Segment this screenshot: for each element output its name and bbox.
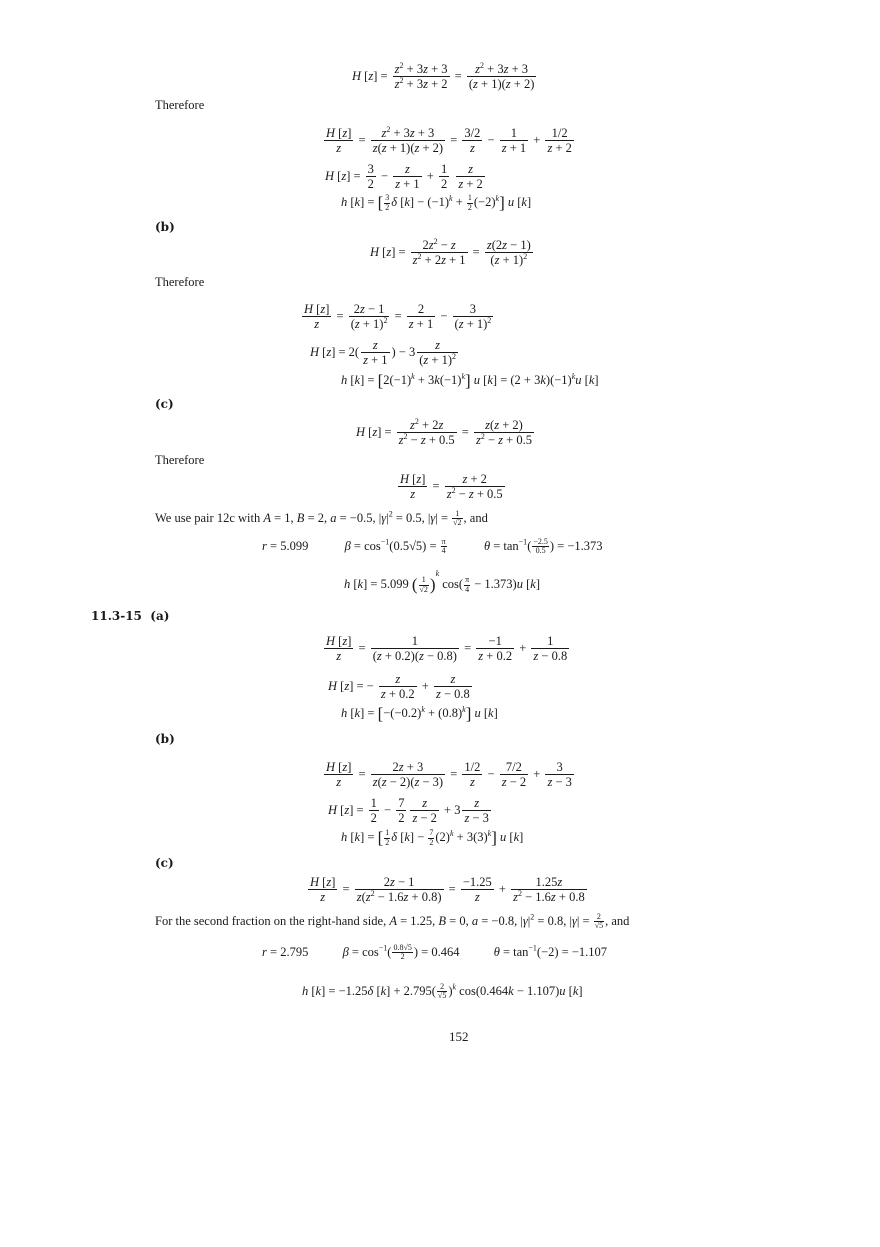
eq-partial-fractions-1115b: $\frac{H [z]}{z}$ = $\frac{2z + 3}{z(z - 2)(z - 3)}$ = $\frac{1/2}{z}$ − $\frac{7/2}{z - 2}$ + $\frac{3}{z - 3}$: [326, 760, 572, 790]
second-fraction-line: For the second fraction on the right-hand side, A = 1.25, B = 0, a = −0.8, $|\gamma|^2 = 0.8$, |γ| = $\frac{2}{√5}$ , and: [155, 912, 630, 931]
eq-h-z-1115b: H [z] = $\frac{1}{2}$ − $\frac{7}{2}$ $\frac{z}{z - 2}$ + 3 $\frac{z}{z - 3}$: [328, 796, 489, 826]
part-c-label-1115: (c): [155, 856, 174, 870]
eq-partial-fractions-b: $\frac{H [z]}{z}$ = $\frac{2z - 1}{(z + 1)^2}$ = $\frac{2}{z + 1}$ − $\frac{3}{(z + 1)^2}$: [304, 302, 492, 332]
therefore-text: Therefore: [155, 98, 205, 112]
eq-r-beta-theta-2: r = 2.795 $\beta = \cos^{-1}$( $\frac{0.8√5}{2}$ ) = 0.464 $\theta = \tan^{-1}(-2) = -1.107$: [262, 943, 608, 962]
eq-h-k-1115a: h $[k] = [-(-0.2)^k + (0.8)^k]$ u [k]: [341, 704, 498, 723]
eq-h-k-c: h [k] = 5.099 ( $\frac{1}{√2}$ )$^k$ cos( $\frac{\pi}{4}$ − 1.373)u [k]: [344, 569, 540, 594]
eq-h-z-top: H [z] = $\frac{z^2 + 3z + 3}{z^2 + 3z + 2}$ = $\frac{z^2 + 3z + 3}{(z + 1)(z + 2)}$: [352, 60, 535, 92]
part-b-label-1115: (b): [155, 732, 175, 746]
eq-h-z-c: H [z] = $\frac{z^2 + 2z}{z^2 - z + 0.5}$ = $\frac{z(z + 2)}{z^2 - z + 0.5}$: [356, 416, 532, 448]
eq-h-z-b2: H [z] = 2( $\frac{z}{z + 1}$ ) − 3 $\frac{z}{(z + 1)^2}$: [310, 338, 456, 368]
eq-partial-c: $\frac{H [z]}{z}$ = $\frac{z + 2}{z^2 - z + 0.5}$: [400, 472, 503, 502]
eq-h-k-a: h [k] = [ $\frac{3}{2}$ δ $[k] - (-1)^k$ + $\frac{1}{2}$ $(-2)^k$] u [k]: [341, 193, 532, 212]
eq-partial-fractions-1115a: $\frac{H [z]}{z}$ = $\frac{1}{(z + 0.2)(z - 0.8)}$ = $\frac{-1}{z + 0.2}$ + $\frac{1}{z - 0.8}$: [326, 634, 568, 664]
eq-r-beta-theta-1: r = 5.099 $\beta = \cos^{-1}(0.5√5)$ = $\frac{\pi}{4}$ $\theta = \tan^{-1}$( $\frac{-2.5}{0.5}$ ) = −1.373: [262, 537, 603, 556]
eq-h-k-1115c: h [k] = −1.25δ [k] + 2.795( $\frac{2}{√5}$ )$^k$ cos(0.464k − 1.107)u [k]: [302, 982, 583, 1001]
eq-partial-fractions-a: $\frac{H [z]}{z}$ = $\frac{z^2 + 3z + 3}{z(z + 1)(z + 2)}$ = $\frac{3/2}{z}$ − $\frac{1}{z + 1}$ + $\frac{1/2}{z + 2}$: [326, 124, 572, 156]
therefore-text-c: Therefore: [155, 453, 205, 467]
part-b-label: (b): [155, 220, 175, 234]
page-number: 152: [449, 1029, 469, 1044]
pair-12c-line: We use pair 12c with A = 1, B = 2, a = −0.5, $|\gamma|^2 = 0.5$, |γ| = $\frac{1}{√2}$ , and: [155, 509, 488, 528]
eq-h-z-1115a: H [z] = − $\frac{z}{z + 0.2}$ + $\frac{z}{z - 0.8}$: [328, 672, 470, 702]
eq-h-z-a: H [z] = $\frac{3}{2}$ − $\frac{z}{z + 1}$ + $\frac{1}{2}$ $\frac{z}{z + 2}$: [325, 162, 483, 192]
problem-number: 11.3-15 (a): [91, 609, 170, 623]
therefore-text-b: Therefore: [155, 275, 205, 289]
eq-h-k-b: h $[k] = [2(-1)^k + 3k(-1)^k]$ u $[k] = (2 + 3k)(-1)^ku$ [k]: [341, 371, 599, 390]
eq-h-z-b: H [z] = $\frac{2z^2 - z}{z^2 + 2z + 1}$ = $\frac{z(2z - 1)}{(z + 1)^2}$: [370, 236, 531, 268]
eq-partial-fractions-1115c: $\frac{H [z]}{z}$ = $\frac{2z - 1}{z(z^2 - 1.6z + 0.8)}$ = $\frac{-1.25}{z}$ + $\frac{1.25z}{z^2 - 1.6z + 0.8}$: [310, 875, 585, 905]
eq-h-k-1115b: h [k] = [ $\frac{1}{2}$ δ [k] − $\frac{7}{2}$ $(2)^k + 3(3)^k$] u [k]: [341, 828, 524, 847]
part-c-label: (c): [155, 397, 174, 411]
